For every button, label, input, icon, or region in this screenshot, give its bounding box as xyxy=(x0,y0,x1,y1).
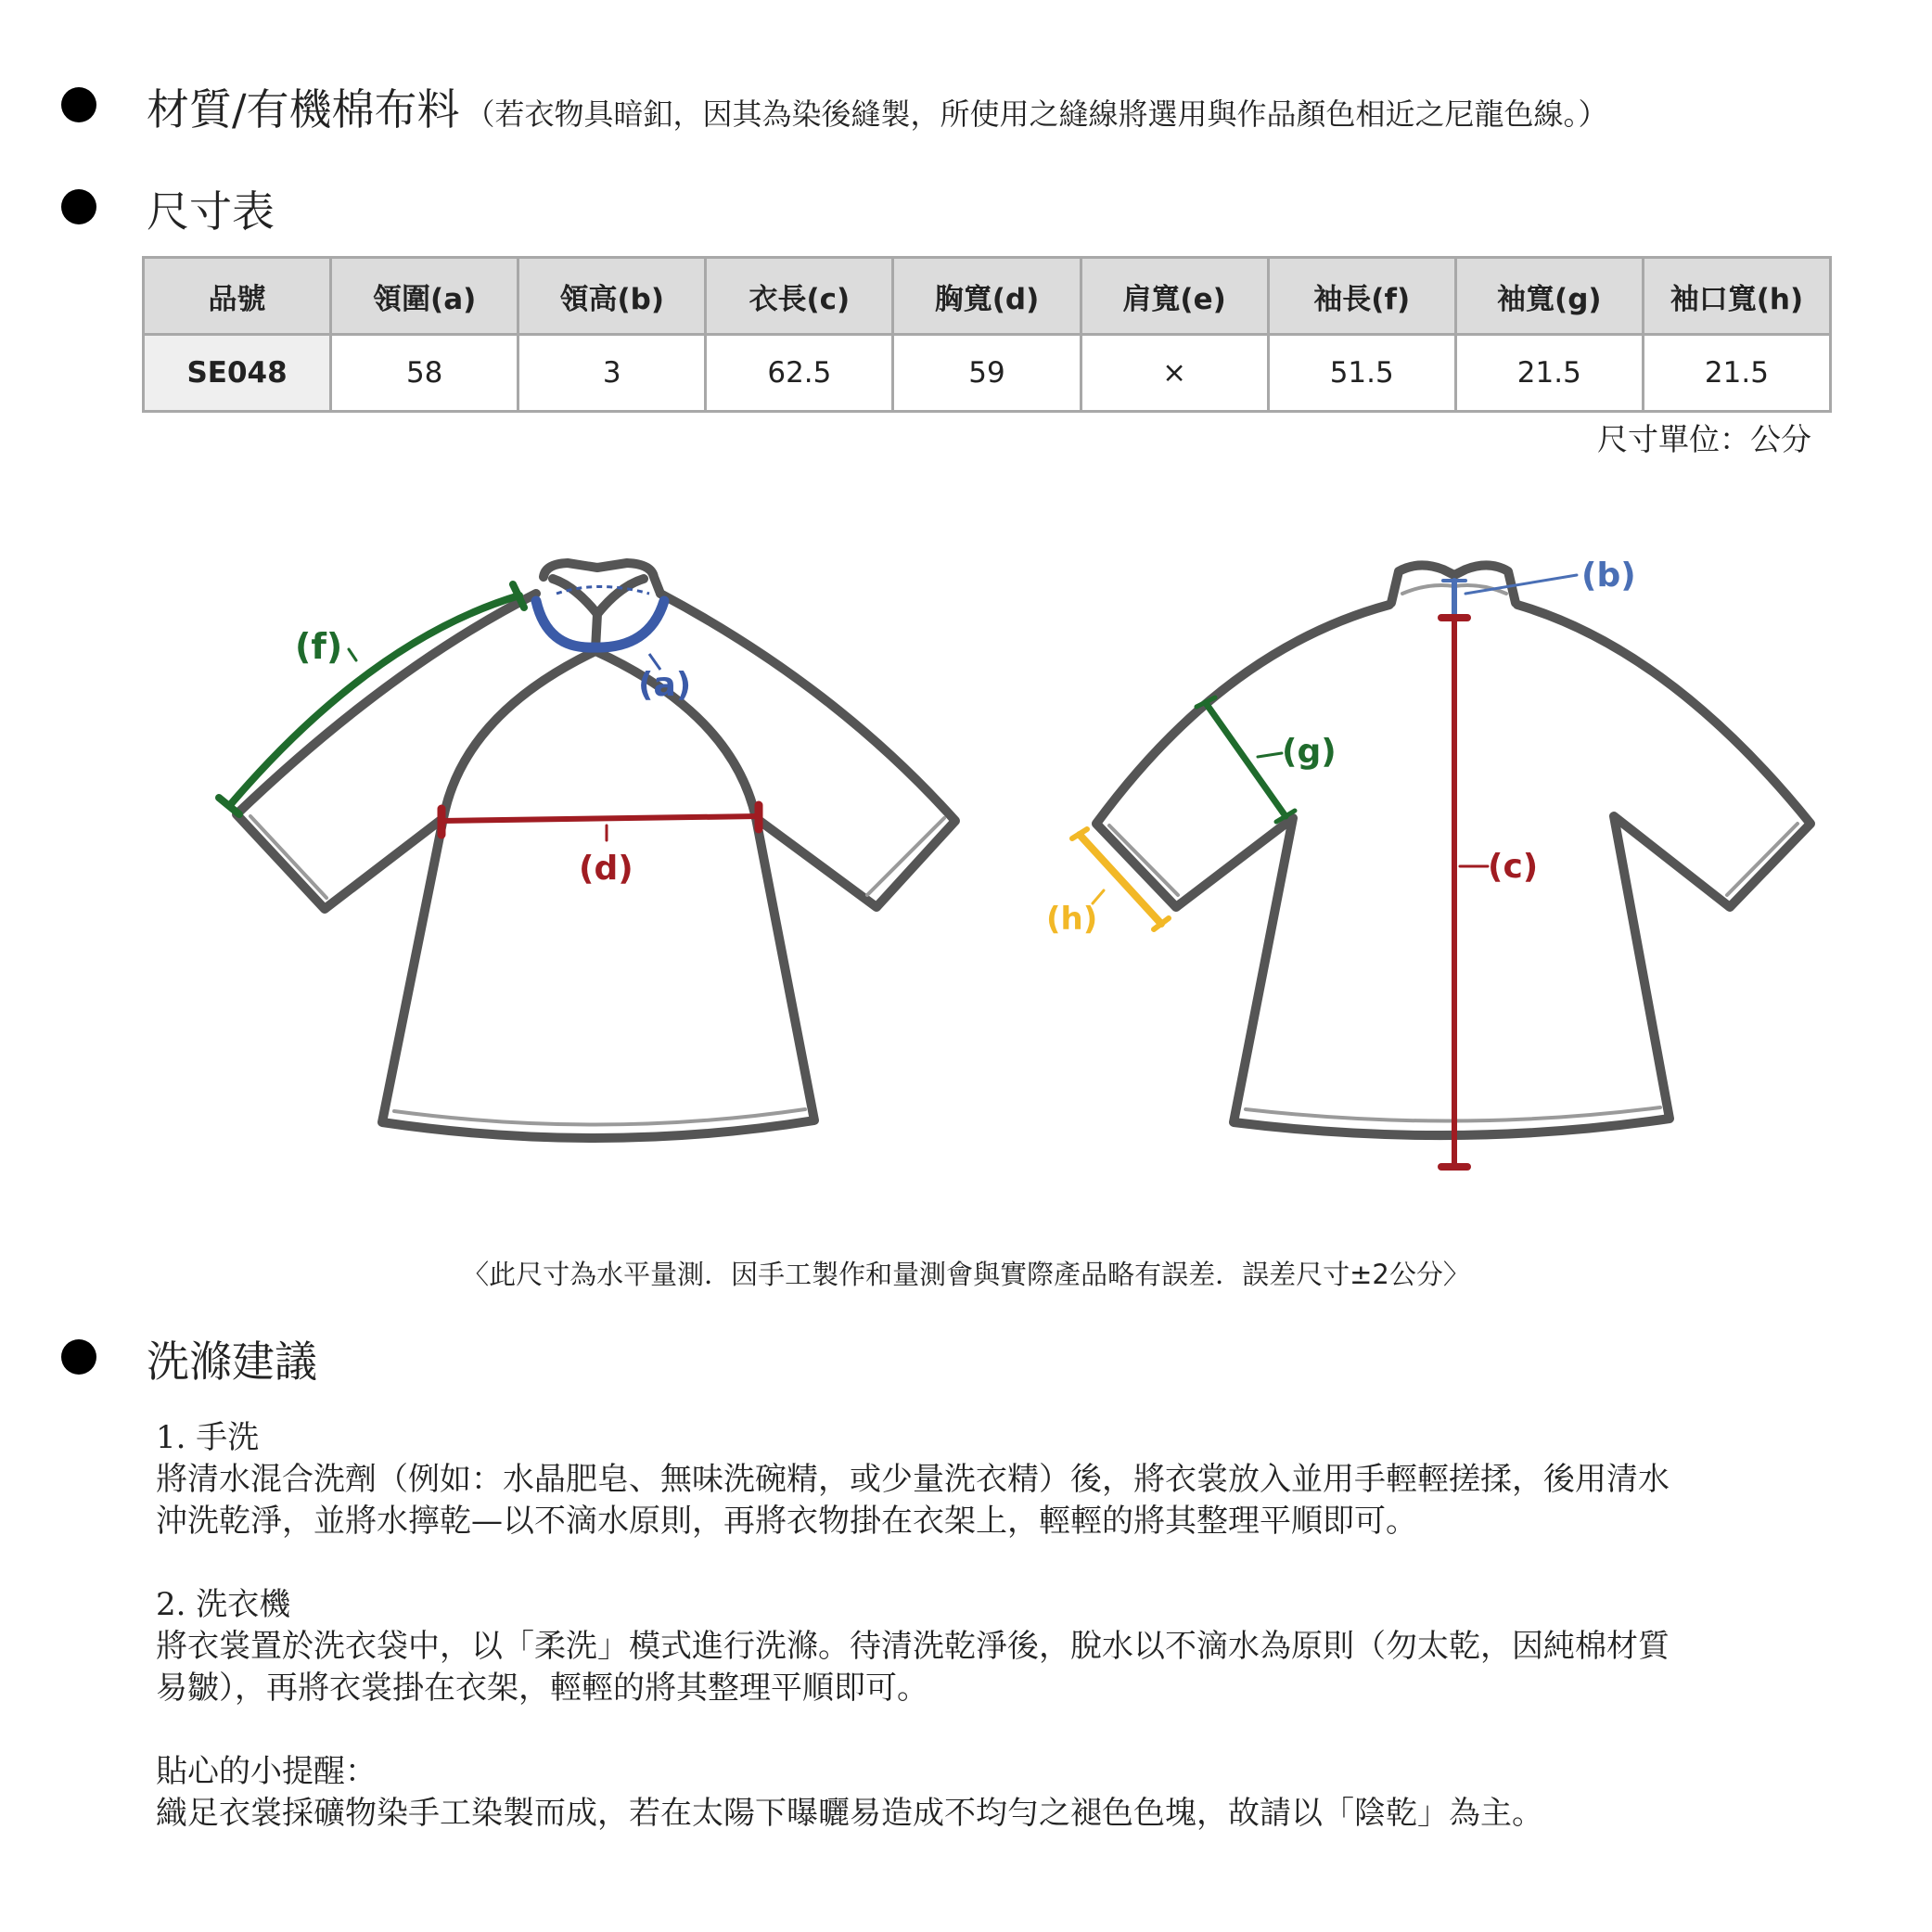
material-title: 材質/有機棉布料 xyxy=(147,84,460,134)
cell-code: SE048 xyxy=(144,335,331,412)
tip-text: 織足衣裳採礦物染手工染製而成，若在太陽下曝曬易造成不均勻之褪色色塊，故請以「陰乾」為主。 xyxy=(156,1795,1543,1832)
hand-wash-text-line-1: 將清水混合洗劑（例如：水晶肥皂、無味洗碗精，或少量洗衣精）後，將衣裳放入並用手輕輕搓揉，後用清水 xyxy=(156,1461,1670,1498)
cell-cuff-width: 21.5 xyxy=(1643,335,1830,412)
material-heading xyxy=(147,76,1608,137)
label-g: (g) xyxy=(1282,733,1337,771)
washing-instructions xyxy=(156,1417,1825,1835)
cell-sleeve-width: 21.5 xyxy=(1455,335,1643,412)
cell-chest-width: 59 xyxy=(893,335,1081,412)
measure-c-length xyxy=(1441,618,1488,1167)
col-header-sleeve-length: 袖長(f) xyxy=(1268,258,1455,335)
cell-sleeve-length: 51.5 xyxy=(1268,335,1455,412)
spacer xyxy=(156,1709,1825,1751)
col-header-sleeve-width: 袖寬(g) xyxy=(1455,258,1643,335)
bullet-icon xyxy=(61,189,96,224)
spacer xyxy=(156,1542,1825,1584)
machine-wash-text-line-2: 易皺），再將衣裳掛在衣架，輕輕的將其整理平順即可。 xyxy=(156,1670,928,1707)
col-header-length: 衣長(c) xyxy=(706,258,893,335)
machine-wash-text-line-1: 將衣裳置於洗衣袋中，以「柔洗」模式進行洗滌。待清洗乾淨後，脫水以不滴水為原則（勿太乾，因純棉材質 xyxy=(156,1628,1670,1665)
cell-neck-circumference: 58 xyxy=(331,335,518,412)
table-row xyxy=(144,335,1831,412)
col-header-shoulder-width: 肩寬(e) xyxy=(1081,258,1268,335)
unit-note: 尺寸單位：公分 xyxy=(1597,421,1811,457)
measurement-diagram xyxy=(0,501,1932,1206)
tip-title: 貼心的小提醒： xyxy=(156,1753,377,1790)
cell-length: 62.5 xyxy=(706,335,893,412)
col-header-chest-width: 胸寬(d) xyxy=(893,258,1081,335)
label-f: (f) xyxy=(295,626,343,667)
bullet-icon xyxy=(61,87,96,122)
cell-shoulder-width: × xyxy=(1081,335,1268,412)
measure-d-chest-width xyxy=(441,805,759,840)
measurement-caption: 〈此尺寸為水平量測．因手工製作和量測會與實際產品略有誤差．誤差尺寸±2公分〉 xyxy=(462,1259,1470,1290)
col-header-code: 品號 xyxy=(144,258,331,335)
label-h: (h) xyxy=(1046,901,1098,938)
hand-wash-title: 1. 手洗 xyxy=(156,1419,260,1456)
col-header-neck-circumference: 領圍(a) xyxy=(331,258,518,335)
cell-collar-height: 3 xyxy=(518,335,706,412)
bullet-icon xyxy=(61,1339,96,1375)
washing-heading: 洗滌建議 xyxy=(147,1337,317,1387)
label-d: (d) xyxy=(579,850,633,888)
size-table xyxy=(142,256,1832,413)
label-a: (a) xyxy=(638,666,692,704)
label-c: (c) xyxy=(1488,848,1539,886)
size-table-header-row xyxy=(144,258,1831,335)
label-b: (b) xyxy=(1581,557,1636,595)
material-note: （若衣物具暗釦，因其為染後縫製，所使用之縫線將選用與作品顏色相近之尼龍色線。） xyxy=(465,96,1608,132)
col-header-collar-height: 領高(b) xyxy=(518,258,706,335)
hand-wash-text-line-2: 沖洗乾淨，並將水擰乾—以不滴水原則，再將衣物掛在衣架上，輕輕的將其整理平順即可。 xyxy=(156,1503,1417,1540)
size-chart-heading: 尺寸表 xyxy=(147,186,275,237)
machine-wash-title: 2. 洗衣機 xyxy=(156,1586,291,1623)
measure-g-sleeve-width xyxy=(1196,697,1295,822)
col-header-cuff-width: 袖口寬(h) xyxy=(1643,258,1830,335)
